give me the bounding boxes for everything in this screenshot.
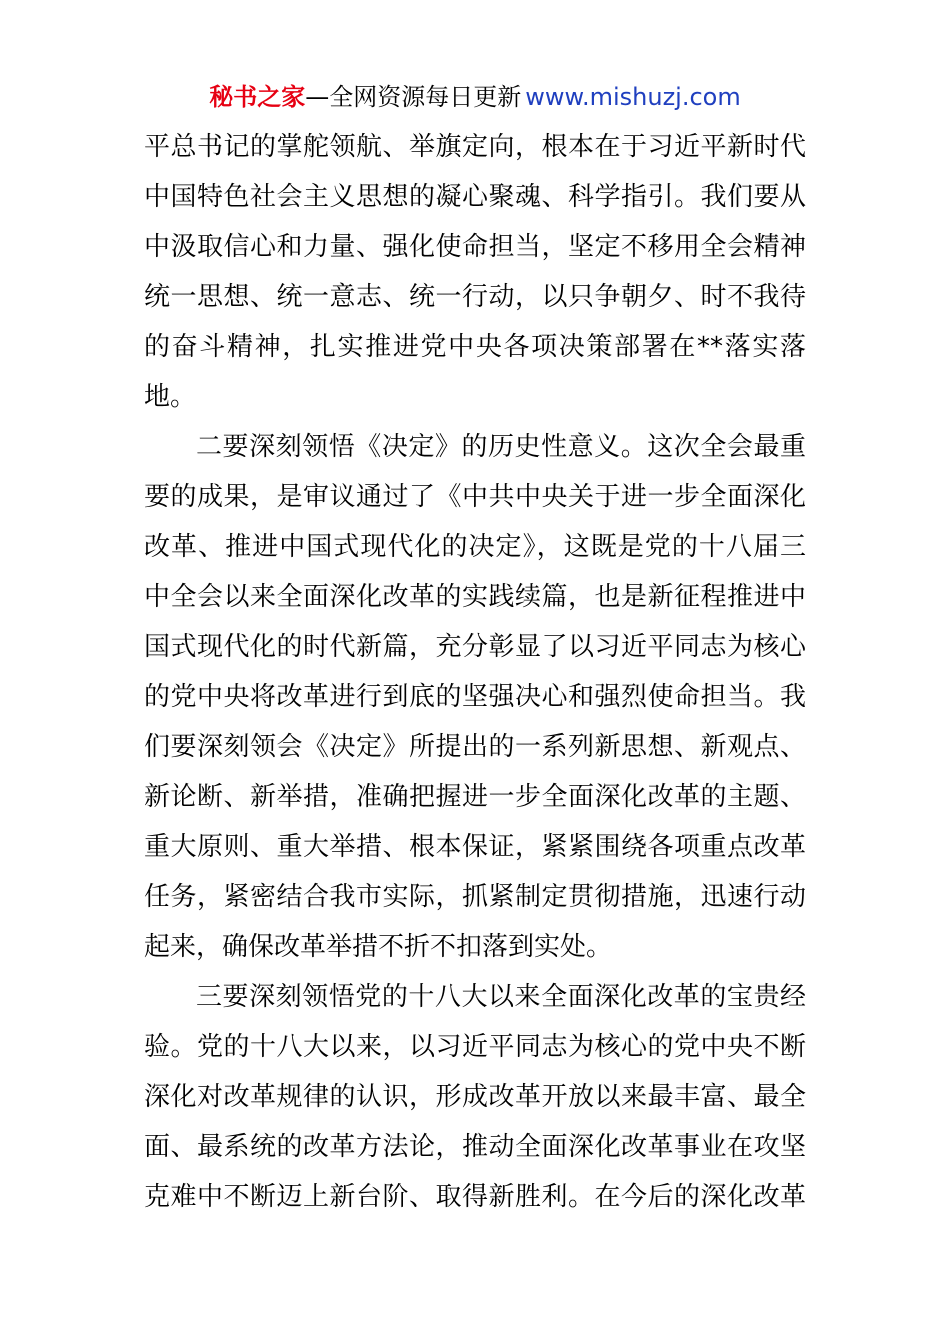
site-slogan: —全网资源每日更新 bbox=[305, 83, 522, 111]
text-line: 克难中不断迈上新台阶、取得新胜利。在今后的深化改革 bbox=[144, 1182, 806, 1212]
site-url-link[interactable]: www.mishuzj.com bbox=[525, 83, 741, 111]
text-line: 们要深刻领会《决定》所提出的一系列新思想、新观点、 bbox=[144, 732, 806, 762]
text-line: 的党中央将改革进行到底的坚强决心和强烈使命担当。我 bbox=[144, 682, 806, 712]
text-line: 中国特色社会主义思想的凝心聚魂、科学指引。我们要从 bbox=[144, 182, 806, 212]
paragraph-heading-line: 三要深刻领悟党的十八大以来全面深化改革的宝贵经 bbox=[196, 982, 806, 1012]
text-line: 要的成果，是审议通过了《中共中央关于进一步全面深化 bbox=[144, 482, 806, 512]
text-line: 面、最系统的改革方法论，推动全面深化改革事业在攻坚 bbox=[144, 1132, 806, 1162]
text-line: 统一思想、统一意志、统一行动，以只争朝夕、时不我待 bbox=[144, 282, 806, 312]
document-body bbox=[144, 122, 806, 1222]
text-line: 国式现代化的时代新篇，充分彰显了以习近平同志为核心 bbox=[144, 632, 806, 662]
text-line: 中全会以来全面深化改革的实践续篇，也是新征程推进中 bbox=[144, 582, 806, 612]
text-line: 验。党的十八大以来，以习近平同志为核心的党中央不断 bbox=[144, 1032, 806, 1062]
paragraph-heading-line: 二要深刻领悟《决定》的历史性意义。这次全会最重 bbox=[196, 432, 806, 462]
text-line: 任务，紧密结合我市实际，抓紧制定贯彻措施，迅速行动 bbox=[144, 882, 806, 912]
text-line: 重大原则、重大举措、根本保证，紧紧围绕各项重点改革 bbox=[144, 832, 806, 862]
text-line: 改革、推进中国式现代化的决定》，这既是党的十八届三 bbox=[144, 532, 806, 562]
text-line: 深化对改革规律的认识，形成改革开放以来最丰富、最全 bbox=[144, 1082, 806, 1112]
site-header bbox=[0, 80, 950, 114]
text-line: 起来，确保改革举措不折不扣落到实处。 bbox=[144, 932, 613, 962]
text-line: 地。 bbox=[144, 382, 197, 412]
text-line: 平总书记的掌舵领航、举旗定向，根本在于习近平新时代 bbox=[144, 132, 806, 162]
text-line: 新论断、新举措，准确把握进一步全面深化改革的主题、 bbox=[144, 782, 806, 812]
text-line: 的奋斗精神，扎实推进党中央各项决策部署在**落实落 bbox=[144, 332, 806, 362]
text-line: 中汲取信心和力量、强化使命担当，坚定不移用全会精神 bbox=[144, 232, 806, 262]
site-brand: 秘书之家 bbox=[209, 83, 306, 111]
